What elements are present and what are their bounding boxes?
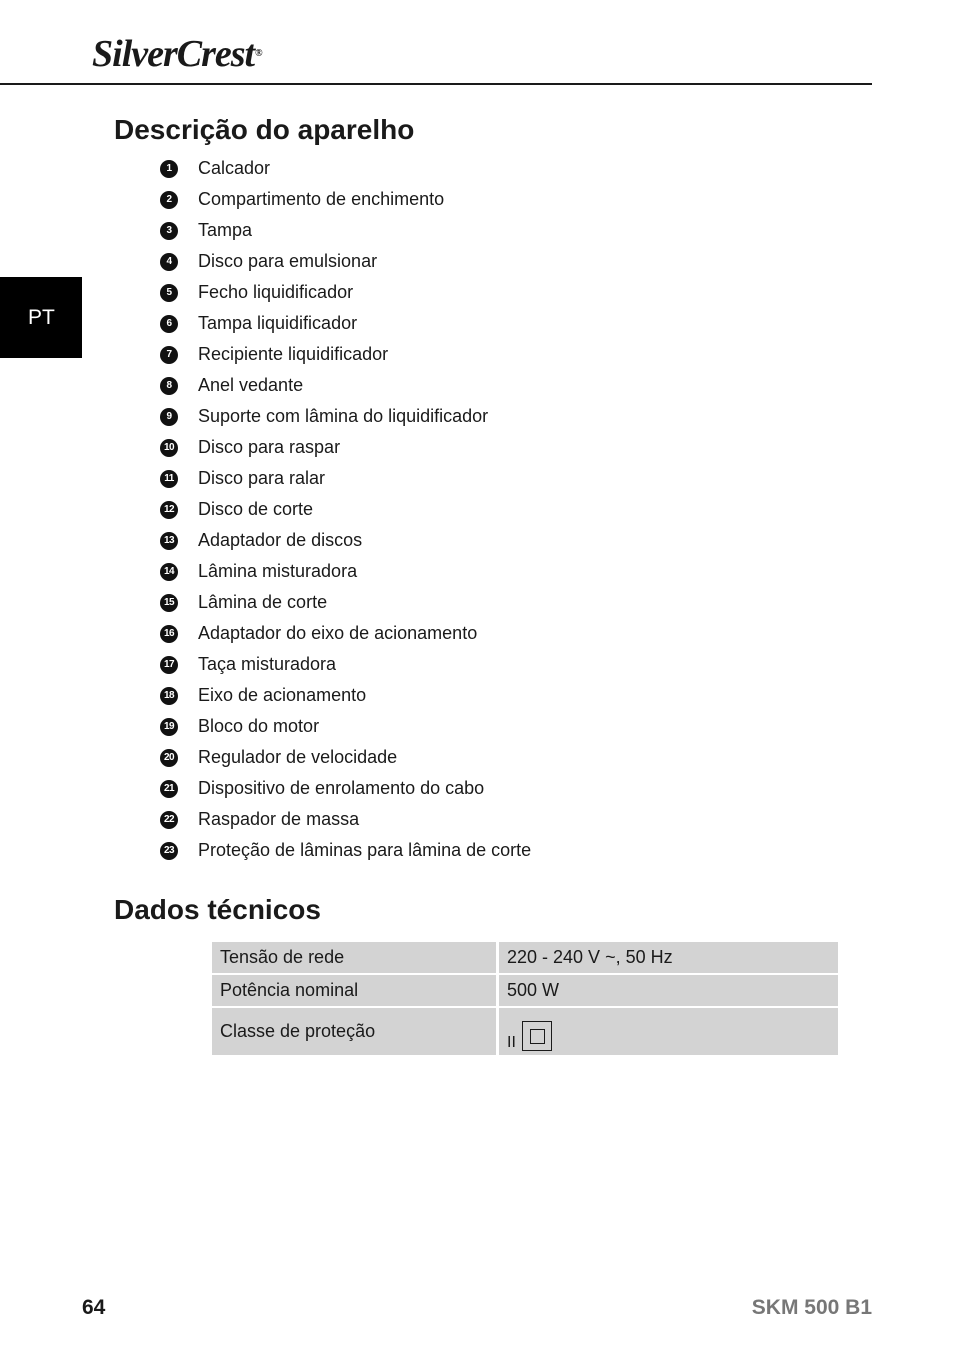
table-cell-label: Potência nominal <box>212 975 499 1008</box>
protection-class <box>507 1008 830 1055</box>
item-number: 14 <box>160 563 178 581</box>
section-title-description: Descrição do aparelho <box>114 114 415 145</box>
page-number: 64 <box>82 1296 106 1319</box>
table-cell-value: 220 - 240 V ~, 50 Hz <box>499 942 838 975</box>
list-item <box>160 153 531 184</box>
item-number: 12 <box>160 501 178 519</box>
item-label: Disco para ralar <box>198 468 326 488</box>
language-tab: PT <box>0 277 82 358</box>
header-divider <box>0 83 872 85</box>
item-label: Tampa <box>198 220 253 240</box>
item-label: Disco de corte <box>198 499 314 519</box>
list-item <box>160 370 531 401</box>
list-item <box>160 277 531 308</box>
item-label: Proteção de lâminas para lâmina de corte <box>198 840 532 860</box>
brand-name: SilverCrest <box>92 33 255 75</box>
item-label: Eixo de acionamento <box>198 685 367 705</box>
item-number: 1 <box>160 160 178 178</box>
model-number: SKM 500 B1 <box>751 1296 872 1319</box>
item-number: 5 <box>160 284 178 302</box>
list-item <box>160 463 531 494</box>
section-title-technical-data: Dados técnicos <box>114 894 321 925</box>
item-label: Dispositivo de enrolamento do cabo <box>198 778 485 798</box>
item-label: Fecho liquidificador <box>198 282 354 302</box>
list-item <box>160 525 531 556</box>
item-label: Adaptador de discos <box>198 530 363 550</box>
item-label: Disco para emulsionar <box>198 251 378 271</box>
item-label: Anel vedante <box>198 375 304 395</box>
table-cell-label: Classe de proteção <box>212 1008 499 1055</box>
list-item <box>160 184 531 215</box>
item-label: Lâmina misturadora <box>198 561 358 581</box>
item-label: Raspador de massa <box>198 809 360 829</box>
item-number: 17 <box>160 656 178 674</box>
list-item <box>160 711 531 742</box>
item-number: 20 <box>160 749 178 767</box>
parts-list <box>160 153 531 866</box>
list-item <box>160 215 531 246</box>
item-label: Bloco do motor <box>198 716 320 736</box>
item-number: 6 <box>160 315 178 333</box>
item-label: Recipiente liquidificador <box>198 344 389 364</box>
list-item <box>160 680 531 711</box>
item-label: Regulador de velocidade <box>198 747 398 767</box>
table-row <box>212 975 838 1008</box>
item-label: Suporte com lâmina do liquidificador <box>198 406 489 426</box>
list-item <box>160 804 531 835</box>
item-number: 11 <box>160 470 178 488</box>
table-cell-label: Tensão de rede <box>212 942 499 975</box>
item-number: 10 <box>160 439 178 457</box>
protection-class-roman: II <box>507 1034 516 1051</box>
item-number: 4 <box>160 253 178 271</box>
list-item <box>160 494 531 525</box>
list-item <box>160 587 531 618</box>
item-label: Lâmina de corte <box>198 592 328 612</box>
item-number: 19 <box>160 718 178 736</box>
item-label: Taça misturadora <box>198 654 337 674</box>
table-row <box>212 1008 838 1055</box>
list-item <box>160 618 531 649</box>
list-item <box>160 308 531 339</box>
list-item <box>160 432 531 463</box>
list-item <box>160 773 531 804</box>
list-item <box>160 401 531 432</box>
brand-logo <box>92 34 262 74</box>
table-row <box>212 942 838 975</box>
item-number: 15 <box>160 594 178 612</box>
list-item <box>160 649 531 680</box>
table-cell-value <box>499 1008 838 1055</box>
table-cell-value: 500 W <box>499 975 838 1008</box>
item-label: Tampa liquidificador <box>198 313 358 333</box>
item-number: 2 <box>160 191 178 209</box>
item-number: 18 <box>160 687 178 705</box>
item-number: 7 <box>160 346 178 364</box>
double-insulation-icon <box>522 1021 552 1051</box>
registered-mark: ® <box>255 48 262 59</box>
item-number: 22 <box>160 811 178 829</box>
list-item <box>160 339 531 370</box>
list-item <box>160 835 531 866</box>
item-number: 13 <box>160 532 178 550</box>
item-label: Disco para raspar <box>198 437 341 457</box>
item-label: Adaptador do eixo de acionamento <box>198 623 478 643</box>
item-number: 21 <box>160 780 178 798</box>
list-item <box>160 246 531 277</box>
item-number: 23 <box>160 842 178 860</box>
technical-data-table <box>212 942 838 1055</box>
list-item <box>160 742 531 773</box>
item-number: 3 <box>160 222 178 240</box>
item-label: Compartimento de enchimento <box>198 189 445 209</box>
item-number: 9 <box>160 408 178 426</box>
list-item <box>160 556 531 587</box>
item-label: Calcador <box>198 158 271 178</box>
item-number: 8 <box>160 377 178 395</box>
item-number: 16 <box>160 625 178 643</box>
